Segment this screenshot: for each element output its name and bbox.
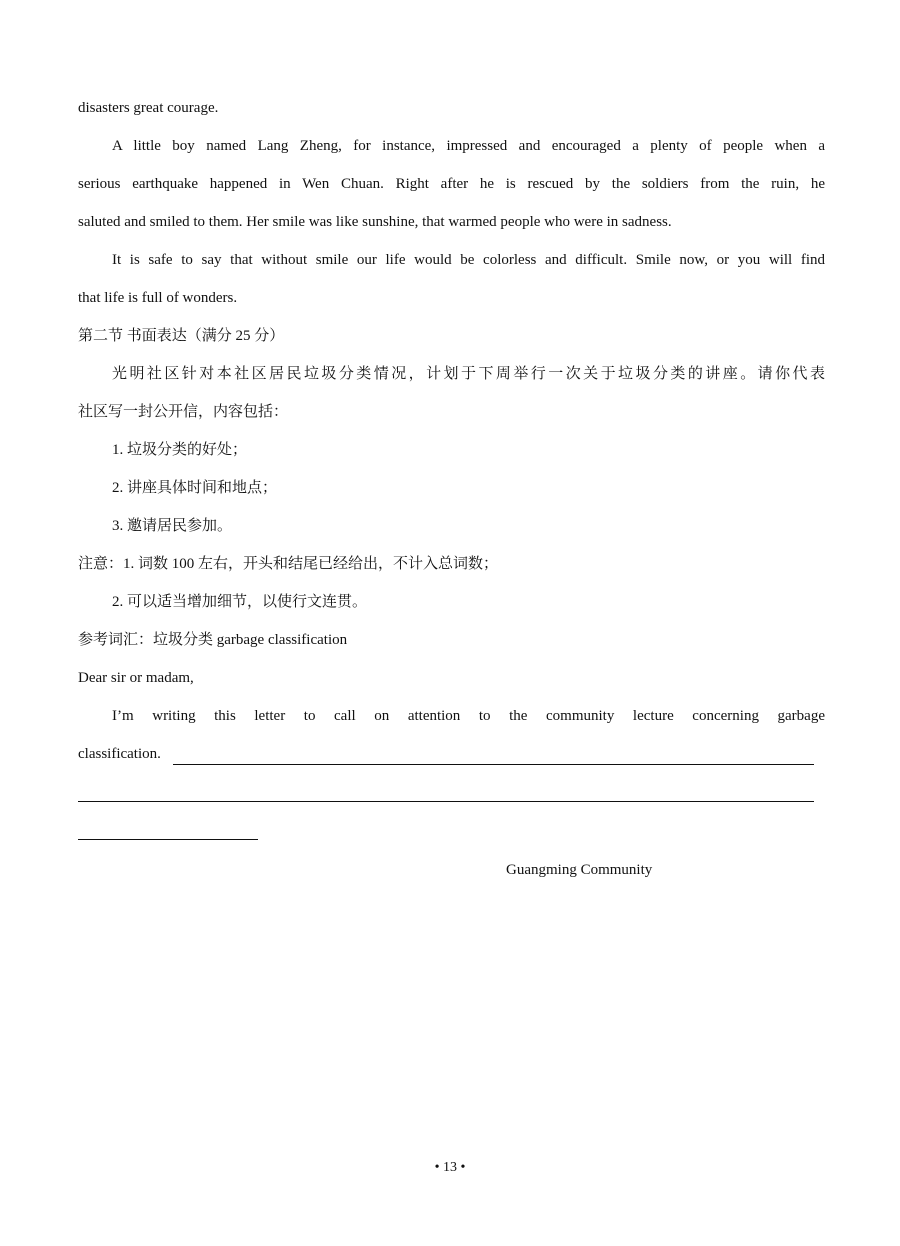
letter-greeting: Dear sir or madam, <box>78 670 194 686</box>
task-prompt-line-2: 社区写一封公开信，内容包括： <box>78 404 289 420</box>
letter-body-line-2: classification. <box>78 746 161 762</box>
section-heading: 第二节 书面表达（满分 25 分） <box>78 328 285 344</box>
essay-paragraph-3-line-1: It is safe to say that without smile our life would be colorless and difficult. Smile now, or you will find <box>112 252 825 268</box>
answer-blank-line-2[interactable] <box>78 801 814 802</box>
essay-paragraph-2-line-3: saluted and smiled to them. Her smile was like sunshine, that warmed people who were in sadness. <box>78 214 672 230</box>
reference-vocabulary: 参考词汇：垃圾分类 garbage classification <box>78 632 348 648</box>
essay-line: disasters great courage. <box>78 100 219 116</box>
letter-signature: Guangming Community <box>506 862 653 878</box>
content-item-2: 2. 讲座具体时间和地点； <box>112 480 278 496</box>
answer-blank-line-1[interactable] <box>173 764 814 765</box>
notes-line-1: 注意：1. 词数 100 左右，开头和结尾已经给出，不计入总词数； <box>78 556 499 572</box>
answer-blank-line-3[interactable] <box>78 839 258 840</box>
task-prompt-line-1: 光明社区针对本社区居民垃圾分类情况，计划于下周举行一次关于垃圾分类的讲座。请你代表 <box>112 366 825 382</box>
page-number: • 13 • <box>434 1160 466 1175</box>
letter-body-line-1: I’m writing this letter to call on attention to the community lecture concerning garbage <box>112 708 825 724</box>
essay-paragraph-2-line-2: serious earthquake happened in Wen Chuan. Right after he is rescued by the soldiers from the ruin, he <box>78 176 825 192</box>
notes-line-2: 2. 可以适当增加细节，以使行文连贯。 <box>112 594 368 610</box>
content-item-3: 3. 邀请居民参加。 <box>112 518 233 534</box>
content-item-1: 1. 垃圾分类的好处； <box>112 442 248 458</box>
essay-paragraph-3-line-2: that life is full of wonders. <box>78 290 238 306</box>
essay-paragraph-2-line-1: A little boy named Lang Zheng, for instance, impressed and encouraged a plenty of people when a <box>112 138 825 154</box>
